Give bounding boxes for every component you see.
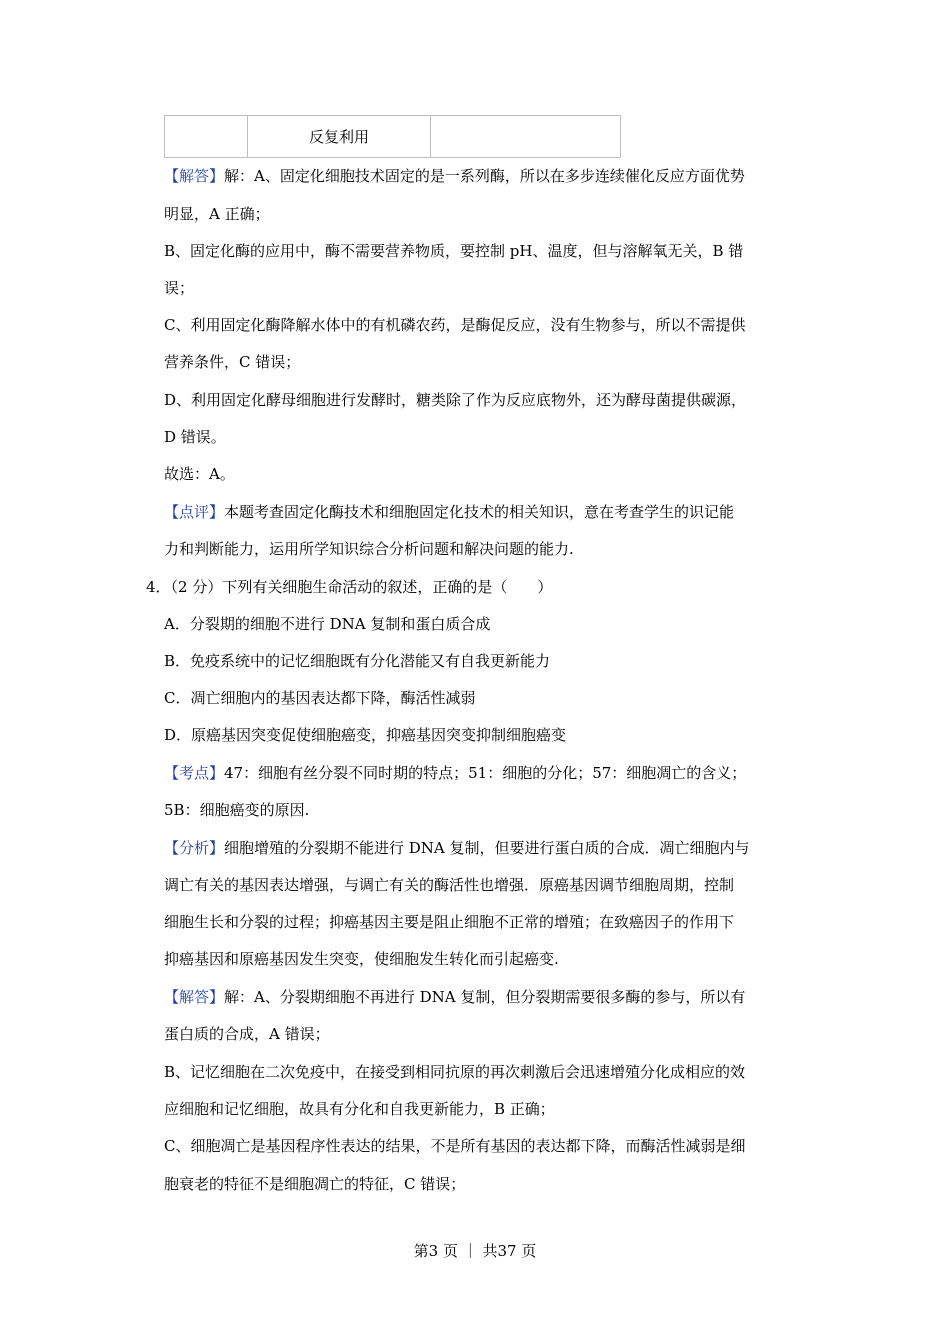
answer-line: 明显，A 正确； (164, 205, 270, 223)
comment-line: 力和判断能力，运用所学知识综合分析问题和解决问题的能力. (164, 540, 574, 558)
table-fragment (164, 115, 621, 158)
kaodian-line: 5B：细胞癌变的原因. (164, 801, 310, 819)
option-c: C．凋亡细胞内的基因表达都下降，酶活性减弱 (164, 689, 476, 707)
table-cell: 反复利用 (248, 116, 431, 158)
analysis-line: 【分析】细胞增殖的分裂期不能进行 DNA 复制，但要进行蛋白质的合成．凋亡细胞内与 (164, 839, 750, 857)
option-d: D．原癌基因突变促使细胞癌变，抑癌基因突变抑制细胞癌变 (164, 726, 567, 744)
answer-line: B、固定化酶的应用中，酶不需要营养物质，要控制 pH、温度，但与溶解氧无关，B 错 (164, 242, 744, 260)
answer-line: D、利用固定化酵母细胞进行发酵时，糖类除了作为反应底物外，还为酵母菌提供碳源， (164, 391, 747, 409)
answer-line: 蛋白质的合成，A 错误； (164, 1025, 330, 1043)
option-a: A．分裂期的细胞不进行 DNA 复制和蛋白质合成 (164, 615, 491, 633)
table-row (165, 116, 621, 158)
kaodian-tag: 【考点】 (164, 764, 225, 782)
analysis-tag: 【分析】 (164, 839, 225, 857)
comment-tag: 【点评】 (164, 503, 225, 521)
table-cell (165, 116, 248, 158)
answer-line: 【解答】解：A、固定化细胞技术固定的是一系列酶，所以在多步连续催化反应方面优势 (164, 167, 745, 185)
answer-line: 【解答】解：A、分裂期细胞不再进行 DNA 复制，但分裂期需要很多酶的参与，所以有 (164, 988, 746, 1006)
analysis-line: 细胞生长和分裂的过程；抑癌基因主要是阻止细胞不正常的增殖；在致癌因子的作用下 (164, 913, 735, 931)
analysis-line: 抑癌基因和原癌基因发生突变，使细胞发生转化而引起癌变. (164, 950, 559, 968)
choice-line: 故选：A。 (164, 465, 235, 483)
answer-line: B、记忆细胞在二次免疫中，在接受到相同抗原的再次刺激后会迅速增殖分化成相应的效 (164, 1063, 746, 1081)
answer-line: D 错误。 (164, 428, 226, 446)
option-b: B．免疫系统中的记忆细胞既有分化潜能又有自我更新能力 (164, 652, 551, 670)
answer-line: 误； (164, 279, 195, 297)
comment-line: 【点评】本题考查固定化酶技术和细胞固定化技术的相关知识，意在考查学生的识记能 (164, 503, 735, 521)
answer-line: 应细胞和记忆细胞，故具有分化和自我更新能力，B 正确； (164, 1100, 555, 1118)
answer-line: 营养条件，C 错误； (164, 353, 301, 371)
kaodian-line: 【考点】47：细胞有丝分裂不同时期的特点；51：细胞的分化；57：细胞凋亡的含义； (164, 764, 747, 782)
answer-tag: 【解答】 (164, 167, 225, 185)
answer-line: 胞衰老的特征不是细胞凋亡的特征，C 错误； (164, 1175, 466, 1193)
page-footer: 第3 页 ｜ 共37 页 (413, 1242, 537, 1260)
table-cell (431, 116, 621, 158)
answer-line: C、利用固定化酶降解水体中的有机磷农药，是酶促反应，没有生物参与，所以不需提供 (164, 316, 746, 334)
answer-tag: 【解答】 (164, 988, 225, 1006)
analysis-line: 调亡有关的基因表达增强，与调亡有关的酶活性也增强．原癌基因调节细胞周期，控制 (164, 876, 735, 894)
question-stem: 4．（2 分）下列有关细胞生命活动的叙述，正确的是（ ） (146, 578, 553, 596)
answer-line: C、细胞凋亡是基因程序性表达的结果，不是所有基因的表达都下降，而酶活性减弱是细 (164, 1137, 746, 1155)
